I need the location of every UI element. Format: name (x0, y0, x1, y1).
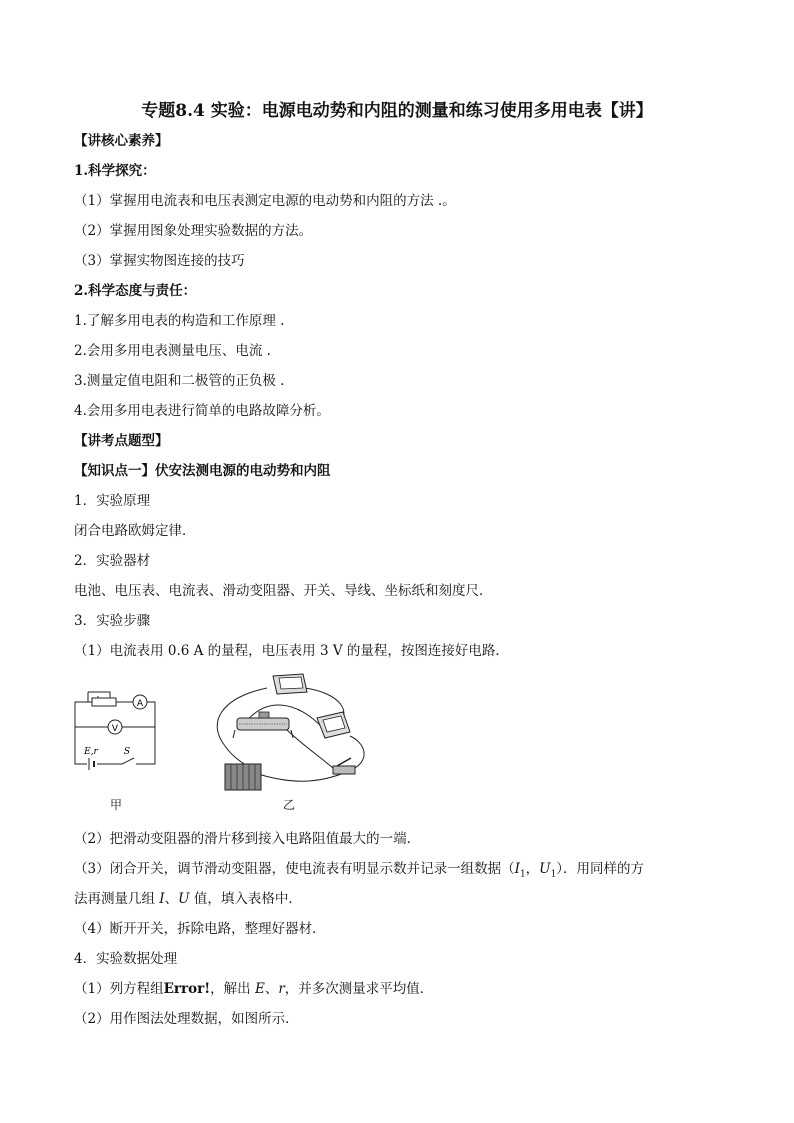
step-3-line-2-b: 值，填入表格中． (189, 891, 302, 907)
step-3-U: U (178, 891, 190, 907)
data-method-1-r: r (278, 981, 285, 997)
figure-jia-caption: 甲 (110, 798, 123, 812)
data-method-1-a: （1）列方程组 (74, 981, 164, 997)
step-3-text-b: ）．用同样的方 (556, 861, 645, 877)
step-3-I: I (159, 891, 165, 907)
rheostat-device (233, 712, 293, 738)
step-3-U1: U (539, 861, 551, 877)
rheostat-slider (88, 692, 110, 698)
core-literacy-header: 【讲核心素养】 (74, 133, 169, 149)
rheostat-symbol (92, 698, 116, 706)
s1-item-1: （1）掌握用电流表和电压表测定电源的电动势和内阻的方法 .。 (74, 193, 456, 209)
step-3-text-a: （3）闭合开关，调节滑动变阻器，使电流表有明显示数并记录一组数据（ (74, 861, 515, 877)
data-method-1-c: ，并多次测量求平均值． (284, 981, 434, 997)
s2-item-4: 4.会用多用电表进行简单的电路故障分析。 (74, 403, 330, 419)
step-2: （2）把滑动变阻器的滑片移到接入电路阻值最大的一端． (74, 831, 421, 847)
s2-item-2: 2.会用多用电表测量电压、电流 . (74, 343, 271, 359)
step-3-U1-sub: 1 (550, 869, 557, 880)
voltmeter-label: V (111, 724, 119, 734)
switch-device (333, 758, 355, 774)
error-field: Error! (163, 981, 211, 997)
equipment-text: 电池、电压表、电流表、滑动变阻器、开关、导线、坐标纸和刻度尺． (74, 583, 493, 599)
knowledge-point-1-title: 【知识点一】伏安法测电源的电动势和内阻 (74, 463, 331, 479)
ammeter-device (317, 712, 350, 738)
principle-heading: 1．实验原理 (74, 493, 151, 509)
data-method-1-sep: 、 (264, 981, 279, 997)
battery-device (225, 764, 261, 790)
step-1: （1）电流表用 0.6 A 的量程，电压表用 3 V 的量程，按图连接好电路． (74, 643, 509, 659)
section-1-heading: 1.科学探究： (74, 163, 156, 179)
s1-item-2: （2）掌握用图象处理实验数据的方法。 (74, 223, 313, 239)
data-method-1 (74, 980, 433, 998)
step-3-I1-sub: 1 (519, 869, 526, 880)
voltmeter-device (273, 674, 307, 694)
step-3-sep: 、 (164, 891, 179, 907)
wiring-diagram-yi (205, 668, 375, 798)
battery-label: E,r (84, 747, 98, 757)
section-2-heading: 2.科学态度与责任： (74, 283, 197, 299)
data-method-1-E: E (254, 981, 265, 997)
s2-item-3: 3.测量定值电阻和二极管的正负极 . (74, 373, 285, 389)
step-3-line-2 (74, 890, 302, 908)
step-4: （4）断开开关，拆除电路，整理好器材． (74, 921, 326, 937)
data-method-1-b: ，解出 (210, 981, 255, 997)
ammeter-label: A (136, 699, 144, 709)
principle-text: 闭合电路欧姆定律． (74, 523, 196, 539)
step-3-I1: I (514, 861, 520, 877)
step-3-line-2-a: 法再测量几组 (74, 891, 160, 907)
page-title: 专题8.4 实验：电源电动势和内阻的测量和练习使用多用电表【讲】 (141, 101, 653, 121)
data-method-2: （2）用作图法处理数据，如图所示． (74, 1011, 299, 1027)
s2-item-1: 1.了解多用电表的构造和工作原理 . (74, 313, 285, 329)
steps-heading: 3．实验步骤 (74, 613, 151, 629)
figure-yi-caption: 乙 (283, 798, 296, 812)
circuit-diagram-jia (70, 680, 160, 770)
step-3-comma: ， (525, 861, 540, 877)
equipment-heading: 2．实验器材 (74, 553, 151, 569)
data-processing-heading: 4．实验数据处理 (74, 951, 178, 967)
s1-item-3: （3）掌握实物图连接的技巧 (74, 253, 245, 269)
step-3-line-1 (74, 860, 644, 884)
topic-header: 【讲考点题型】 (74, 433, 169, 449)
switch-label: S (123, 747, 131, 757)
